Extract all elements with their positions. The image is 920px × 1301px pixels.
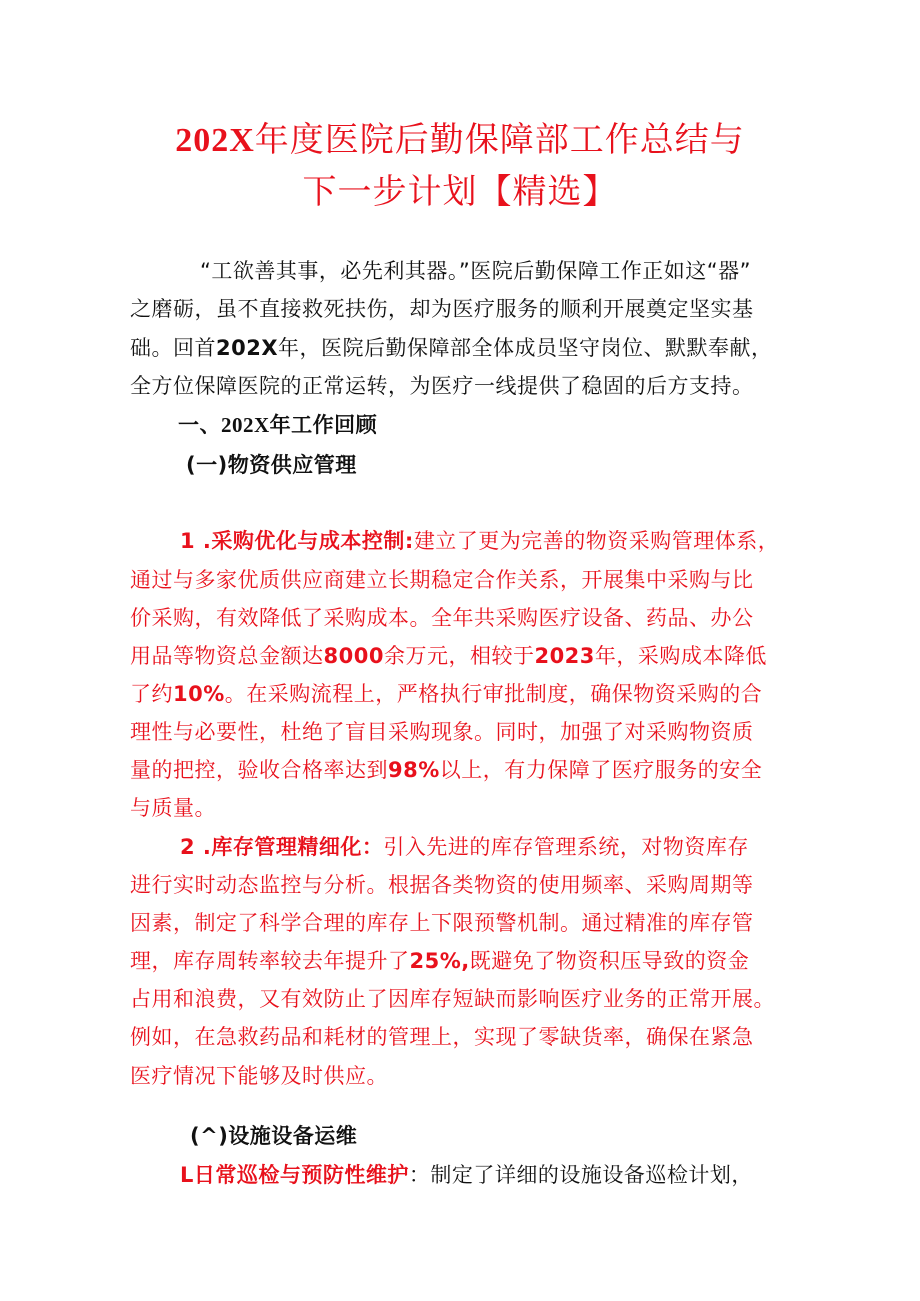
item3-label: L日常巡检与预防性维护 [180,1163,409,1187]
subsection-heading-1: (一)物资供应管理 [186,453,357,477]
item2-line-6: 例如，在急救药品和耗材的管理上，实现了零缺货率，确保在紧急 [130,1025,754,1049]
intro-line-4: 全方位保障医院的正常运转，为医疗一线提供了稳固的后方支持。 [130,374,754,398]
title-text: 年度医院后勤保障部工作总结与 [254,120,745,160]
subsection-heading-2: (^)设施设备运维 [190,1124,358,1148]
item1-line-5: 了约10%。在采购流程上，严格执行审批制度，确保物资采购的合 [130,682,763,706]
item1-line-7: 量的把控，验收合格率达到98%以上，有力保障了医疗服务的安全 [130,758,763,782]
title-year: 202X [175,122,255,159]
title-line-2: 下一步计划【精选】 [302,172,618,212]
item2-line-4: 理，库存周转率较去年提升了25%,既避免了物资积压导致的资金 [130,949,750,973]
intro-line-1: “工欲善其事，必先利其器。”医院后勤保障工作正如这“器” [200,259,752,283]
item1-line-8: 与质量。 [130,796,216,820]
intro-line-3: 础。回首202X年，医院后勤保障部全体成员坚守岗位、默默奉献， [130,336,773,360]
item1-line-6: 理性与必要性，杜绝了盲目采购现象。同时，加强了对采购物资质 [130,720,754,744]
intro-line-2: 之磨砺，虽不直接救死扶伤，却为医疗服务的顺利开展奠定坚实基 [130,297,754,321]
item1-line-1: 1 .采购优化与成本控制:建立了更为完善的物资采购管理体系， [180,529,780,553]
item1-label: 1 .采购优化与成本控制: [180,529,414,553]
item2-line-5: 占用和浪费，又有效防止了因库存短缺而影响医疗业务的正常开展。 [130,987,775,1011]
item2-line-1: 2 .库存管理精细化：引入先进的库存管理系统，对物资库存 [180,835,749,859]
item2-line-3: 因素，制定了科学合理的库存上下限预警机制。通过精准的库存管 [130,911,754,935]
item1-line-4: 用品等物资总金额达8000余万元，相较于2023年，采购成本降低 [130,644,767,668]
section-heading: 一、202X年工作回顾 [178,413,378,437]
item2-line-2: 进行实时动态监控与分析。根据各类物资的使用频率、采购周期等 [130,873,754,897]
item2-label: 2 .库存管理精细化： [180,835,384,859]
item2-line-7: 医疗情况下能够及时供应。 [130,1064,388,1088]
item3-line-1: L日常巡检与预防性维护：制定了详细的设施设备巡检计划， [180,1163,753,1187]
item1-line-2: 通过与多家优质供应商建立长期稳定合作关系，开展集中采购与比 [130,568,754,592]
item1-line-3: 价采购，有效降低了采购成本。全年共采购医疗设备、药品、办公 [130,606,754,630]
title-line-1 [0,113,920,168]
